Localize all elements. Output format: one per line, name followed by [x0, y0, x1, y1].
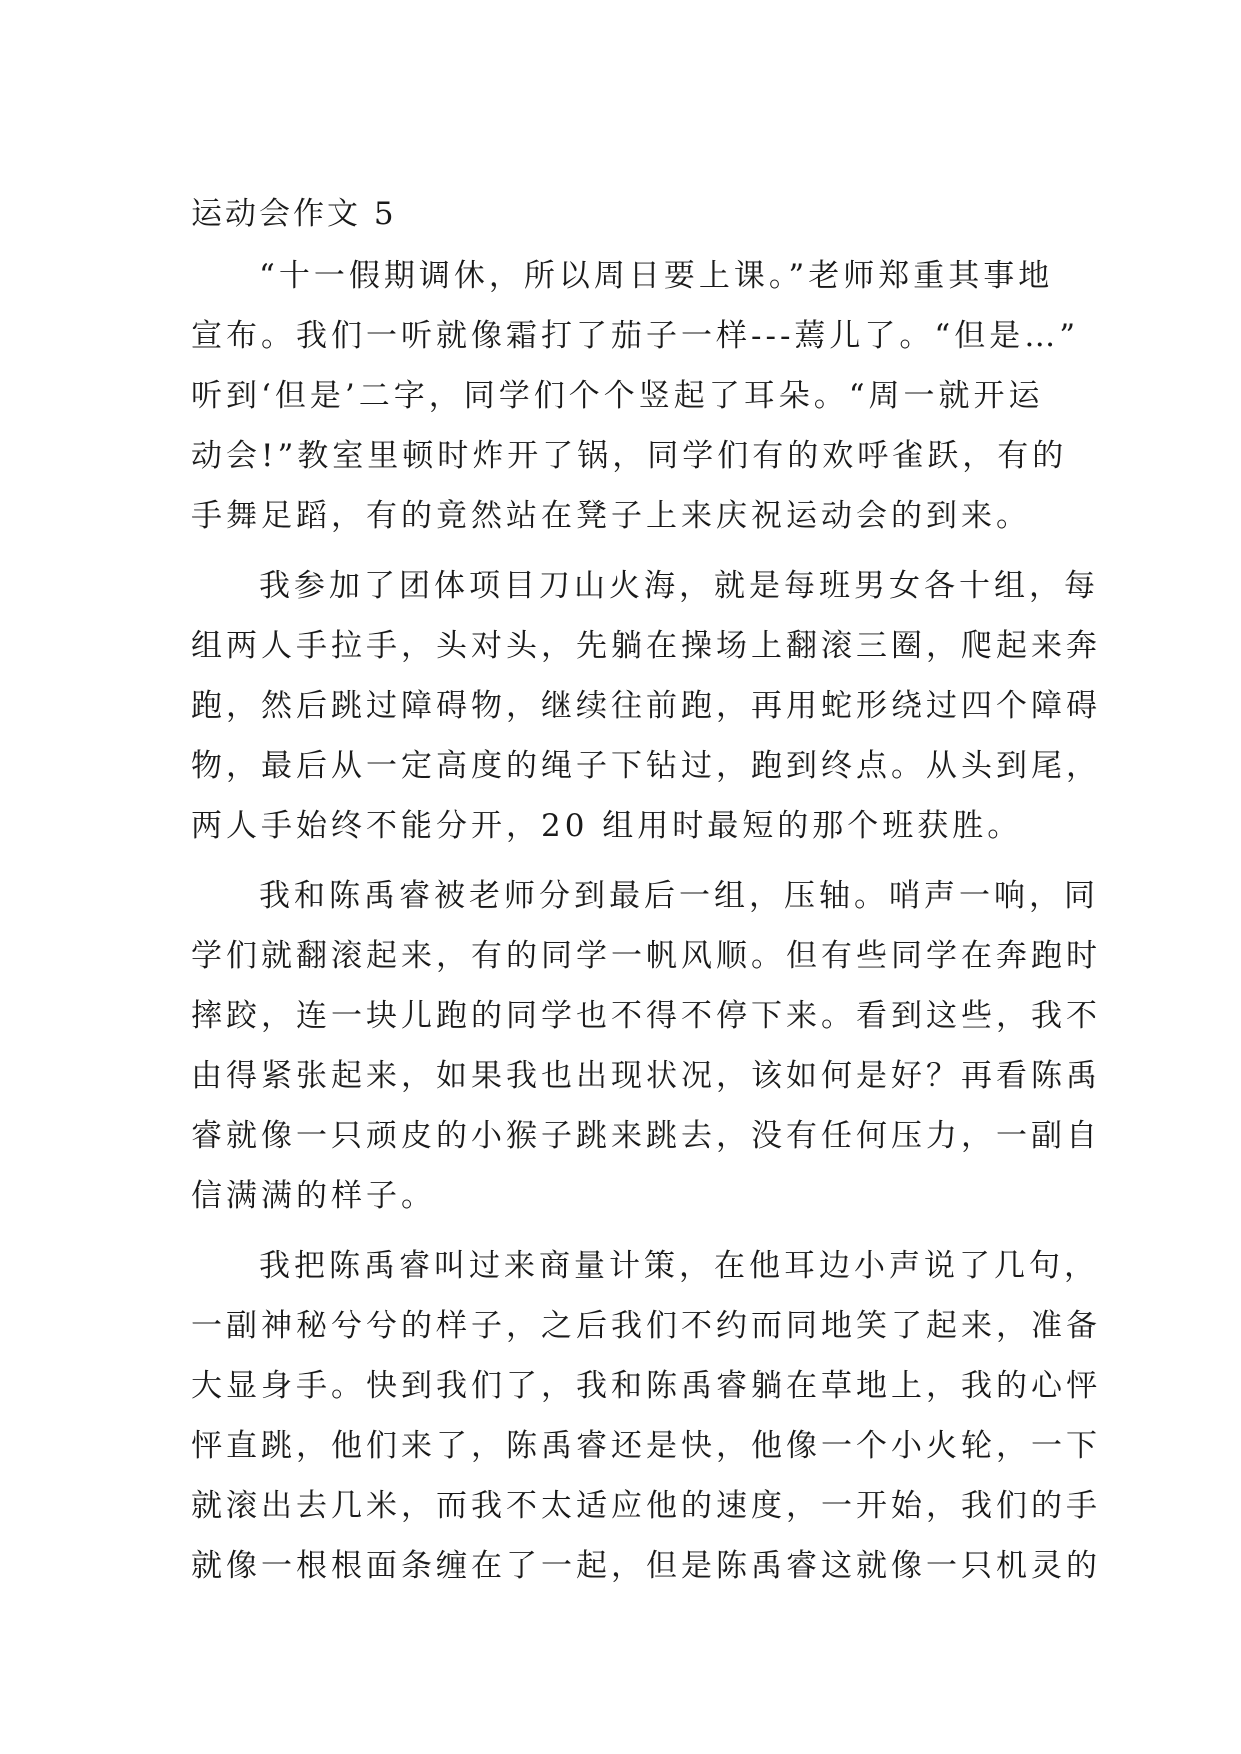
paragraph-line: 我和陈禹睿被老师分到最后一组，压轴。哨声一响，同: [259, 878, 1099, 914]
paragraph-2: [191, 556, 1101, 856]
paragraph-line: 就像一根根面条缠在了一起，但是陈禹睿这就像一只机灵的: [191, 1548, 1101, 1584]
paragraph-line: 信满满的样子。: [191, 1178, 436, 1214]
document-title: 运动会作文 5: [191, 196, 397, 232]
paragraph-line: 学们就翻滚起来，有的同学一帆风顺。但有些同学在奔跑时: [191, 938, 1101, 974]
paragraph-line: 我把陈禹睿叫过来商量计策，在他耳边小声说了几句，: [259, 1248, 1099, 1284]
paragraph-line: 怦直跳，他们来了，陈禹睿还是快，他像一个小火轮，一下: [191, 1428, 1101, 1464]
paragraph-line: 大显身手。快到我们了，我和陈禹睿躺在草地上，我的心怦: [191, 1368, 1101, 1404]
paragraph-3: [191, 866, 1101, 1226]
paragraph-line: 跑，然后跳过障碍物，继续往前跑，再用蛇形绕过四个障碍: [191, 688, 1101, 724]
paragraph-line: 由得紧张起来，如果我也出现状况，该如何是好？再看陈禹: [191, 1058, 1101, 1094]
paragraph-line: 手舞足蹈，有的竟然站在凳子上来庆祝运动会的到来。: [191, 498, 1031, 534]
paragraph-line: 就滚出去几米，而我不太适应他的速度，一开始，我们的手: [191, 1488, 1101, 1524]
document-body: [191, 188, 1101, 1606]
paragraph-line: 听到‘但是’二字，同学们个个竖起了耳朵。“周一就开运: [191, 378, 1044, 414]
paragraph-line: 一副神秘兮兮的样子，之后我们不约而同地笑了起来，准备: [191, 1308, 1101, 1344]
paragraph-line: “十一假期调休，所以周日要上课。”老师郑重其事地: [259, 258, 1054, 294]
paragraph-line: 动会!”教室里顿时炸开了锅，同学们有的欢呼雀跃，有的: [191, 438, 1068, 474]
paragraph-line: 摔跤，连一块儿跑的同学也不得不停下来。看到这些，我不: [191, 998, 1101, 1034]
paragraph-line: 睿就像一只顽皮的小猴子跳来跳去，没有任何压力，一副自: [191, 1118, 1101, 1154]
paragraph-line: 我参加了团体项目刀山火海，就是每班男女各十组，每: [259, 568, 1099, 604]
paragraph-4: [191, 1236, 1101, 1596]
paragraph-line: 组两人手拉手，头对头，先躺在操场上翻滚三圈，爬起来奔: [191, 628, 1101, 664]
paragraph-1: [191, 246, 1080, 546]
paragraph-line: 物，最后从一定高度的绳子下钻过，跑到终点。从头到尾，: [191, 748, 1101, 784]
paragraph-line: 两人手始终不能分开，20 组用时最短的那个班获胜。: [191, 808, 1023, 844]
paragraph-line: 宣布。我们一听就像霜打了茄子一样---蔫儿了。“但是…”: [191, 318, 1080, 354]
